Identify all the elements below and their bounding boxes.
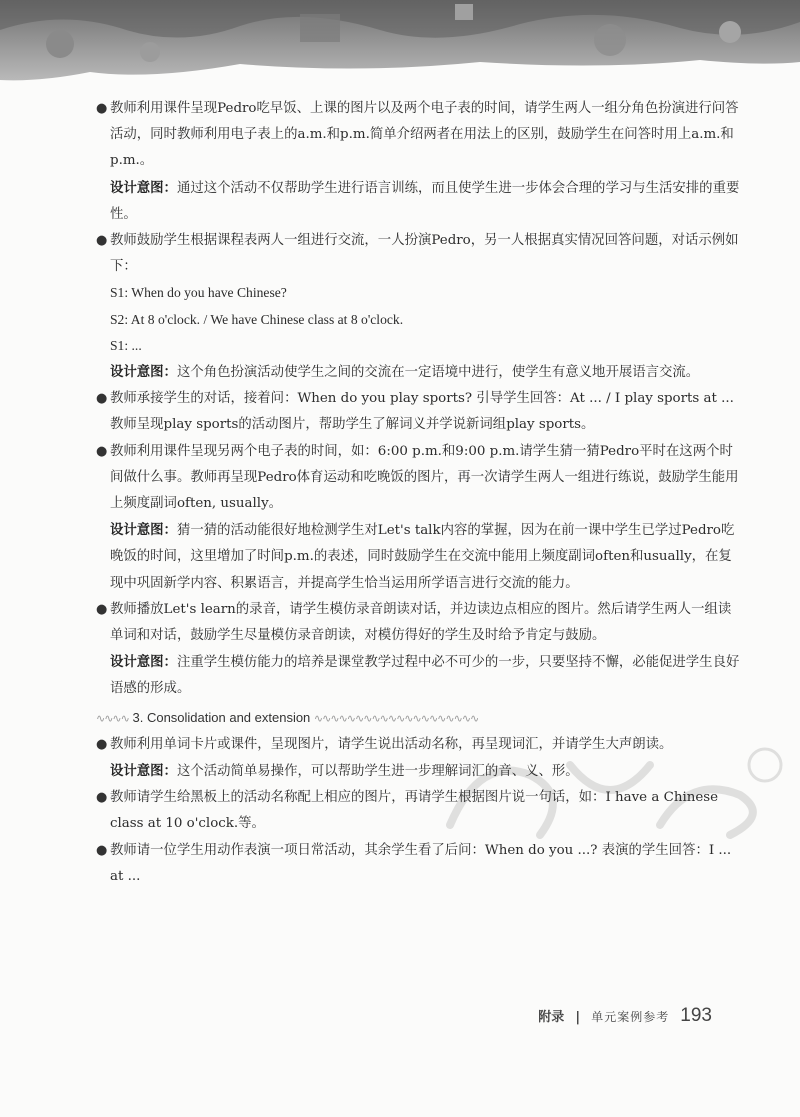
bullet-icon: ● <box>96 101 108 116</box>
list-item <box>96 96 740 228</box>
section-title: 3. Consolidation and extension <box>132 709 311 725</box>
list-item <box>96 597 740 703</box>
activity-text: 教师利用课件呈现Pedro吃早饭、上课的图片以及两个电子表的时间，请学生两人一组分角色扮演进行问答活动，同时教师利用电子表上的a.m.和p.m.简单介绍两者在用法上的区别，鼓励学生在问答时用上a.m.和p.m.。 <box>110 101 739 169</box>
page-number: 193 <box>680 1005 712 1026</box>
design-intent-label: 设计意图： <box>110 763 177 780</box>
list-item <box>96 439 740 597</box>
bullet-icon: ● <box>96 790 108 806</box>
wave-divider-icon: ∿∿∿∿∿∿∿∿∿∿∿∿∿∿∿∿∿∿∿∿ <box>313 712 479 725</box>
design-intent-label: 设计意图： <box>110 364 177 381</box>
activity-text: 教师利用单词卡片或课件，呈现图片，请学生说出活动名称，再呈现词汇，并请学生大声朗读。 <box>110 736 673 752</box>
list-item <box>96 386 740 438</box>
dialog-line: S2: At 8 o'clock. / We have Chinese class at 8 o'clock. <box>110 311 404 327</box>
list-item <box>96 732 740 785</box>
activity-text: 教师鼓励学生根据课程表两人一组进行交流，一人扮演Pedro，另一人根据真实情况回答问题，对话示例如下： <box>110 233 739 275</box>
dialog-line: S1: When do you have Chinese? <box>110 285 287 301</box>
design-intent <box>110 517 740 597</box>
design-intent-text: 这个活动简单易操作，可以帮助学生进一步理解词汇的音、义、形。 <box>176 764 579 780</box>
design-intent-text: 通过这个活动不仅帮助学生进行语言训练，而且使学生进一步体会合理的学习与生活安排的重要性。 <box>110 180 740 222</box>
footer-unit-ref: 单元案例参考 <box>591 1010 670 1024</box>
banner-graphic <box>0 0 800 82</box>
section-heading <box>96 705 740 732</box>
header-banner-illustration <box>0 0 800 82</box>
activity-text: 教师利用课件呈现另两个电子表的时间，如：6:00 p.m.和9:00 p.m.请学生猜一猜Pedro平时在这两个时间做什么事。教师再呈现Pedro体育运动和吃晚饭的图片，再一次请学生两人一组进行练说，鼓励学生能用上频度副词often, usually。 <box>110 443 739 512</box>
bullet-icon: ● <box>96 601 108 617</box>
design-intent <box>110 649 740 702</box>
design-intent <box>110 758 740 785</box>
list-item <box>96 838 740 890</box>
design-intent-label: 设计意图： <box>110 522 177 539</box>
activity-text: 教师承接学生的对话，接着问：When do you play sports? 引导学生回答：At ... / I play sports at ... 教师呈现play sports的活动图片，帮助学生了解词义并学说新词组play sports。 <box>110 391 734 433</box>
bullet-icon: ● <box>96 233 108 249</box>
list-item <box>96 228 740 386</box>
page-footer <box>538 1005 712 1027</box>
design-intent-text: 这个角色扮演活动使学生之间的交流在一定语境中进行，使学生有意义地开展语言交流。 <box>176 365 700 381</box>
main-content <box>96 96 740 890</box>
activity-text: 教师播放Let's learn的录音，请学生模仿录音朗读对话，并边读边点相应的图片。然后请学生两人一组读单词和对话，鼓励学生尽量模仿录音朗读，对模仿得好的学生及时给予肯定与鼓励。 <box>110 601 732 644</box>
design-intent <box>110 175 740 228</box>
bullet-icon: ● <box>96 443 108 459</box>
activity-text: 教师请一位学生用动作表演一项日常活动，其余学生看了后问：When do you ...? 表演的学生回答：I ... at ... <box>110 842 732 884</box>
wave-divider-icon: ∿∿∿∿ <box>96 712 129 725</box>
design-intent-label: 设计意图： <box>110 179 177 196</box>
design-intent <box>110 359 740 386</box>
activity-text: 教师请学生给黑板上的活动名称配上相应的图片，再请学生根据图片说一句话，如：I have a Chinese class at 10 o'clock.等。 <box>110 790 719 832</box>
dialog-line: S1: ... <box>110 337 142 353</box>
list-item <box>96 785 740 837</box>
bullet-icon: ● <box>96 391 108 407</box>
footer-appendix: 附录 <box>538 1010 565 1025</box>
footer-separator: | <box>575 1010 581 1025</box>
design-intent-label: 设计意图： <box>110 654 177 671</box>
design-intent-text: 猜一猜的活动能很好地检测学生对Let's talk内容的掌握，因为在前一课中学生已学过Pedro吃晚饭的时间，这里增加了时间p.m.的表述，同时鼓励学生在交流中能用上频度副词often和usually，在复现中巩固新学内容、积累语言，并提高学生恰当运用所学语言进行交流的能力。 <box>110 523 735 591</box>
design-intent-text: 注重学生模仿能力的培养是课堂教学过程中必不可少的一步，只要坚持不懈，必能促进学生良好语感的形成。 <box>110 655 740 697</box>
bullet-icon: ● <box>96 736 108 752</box>
bullet-icon: ● <box>96 842 108 858</box>
